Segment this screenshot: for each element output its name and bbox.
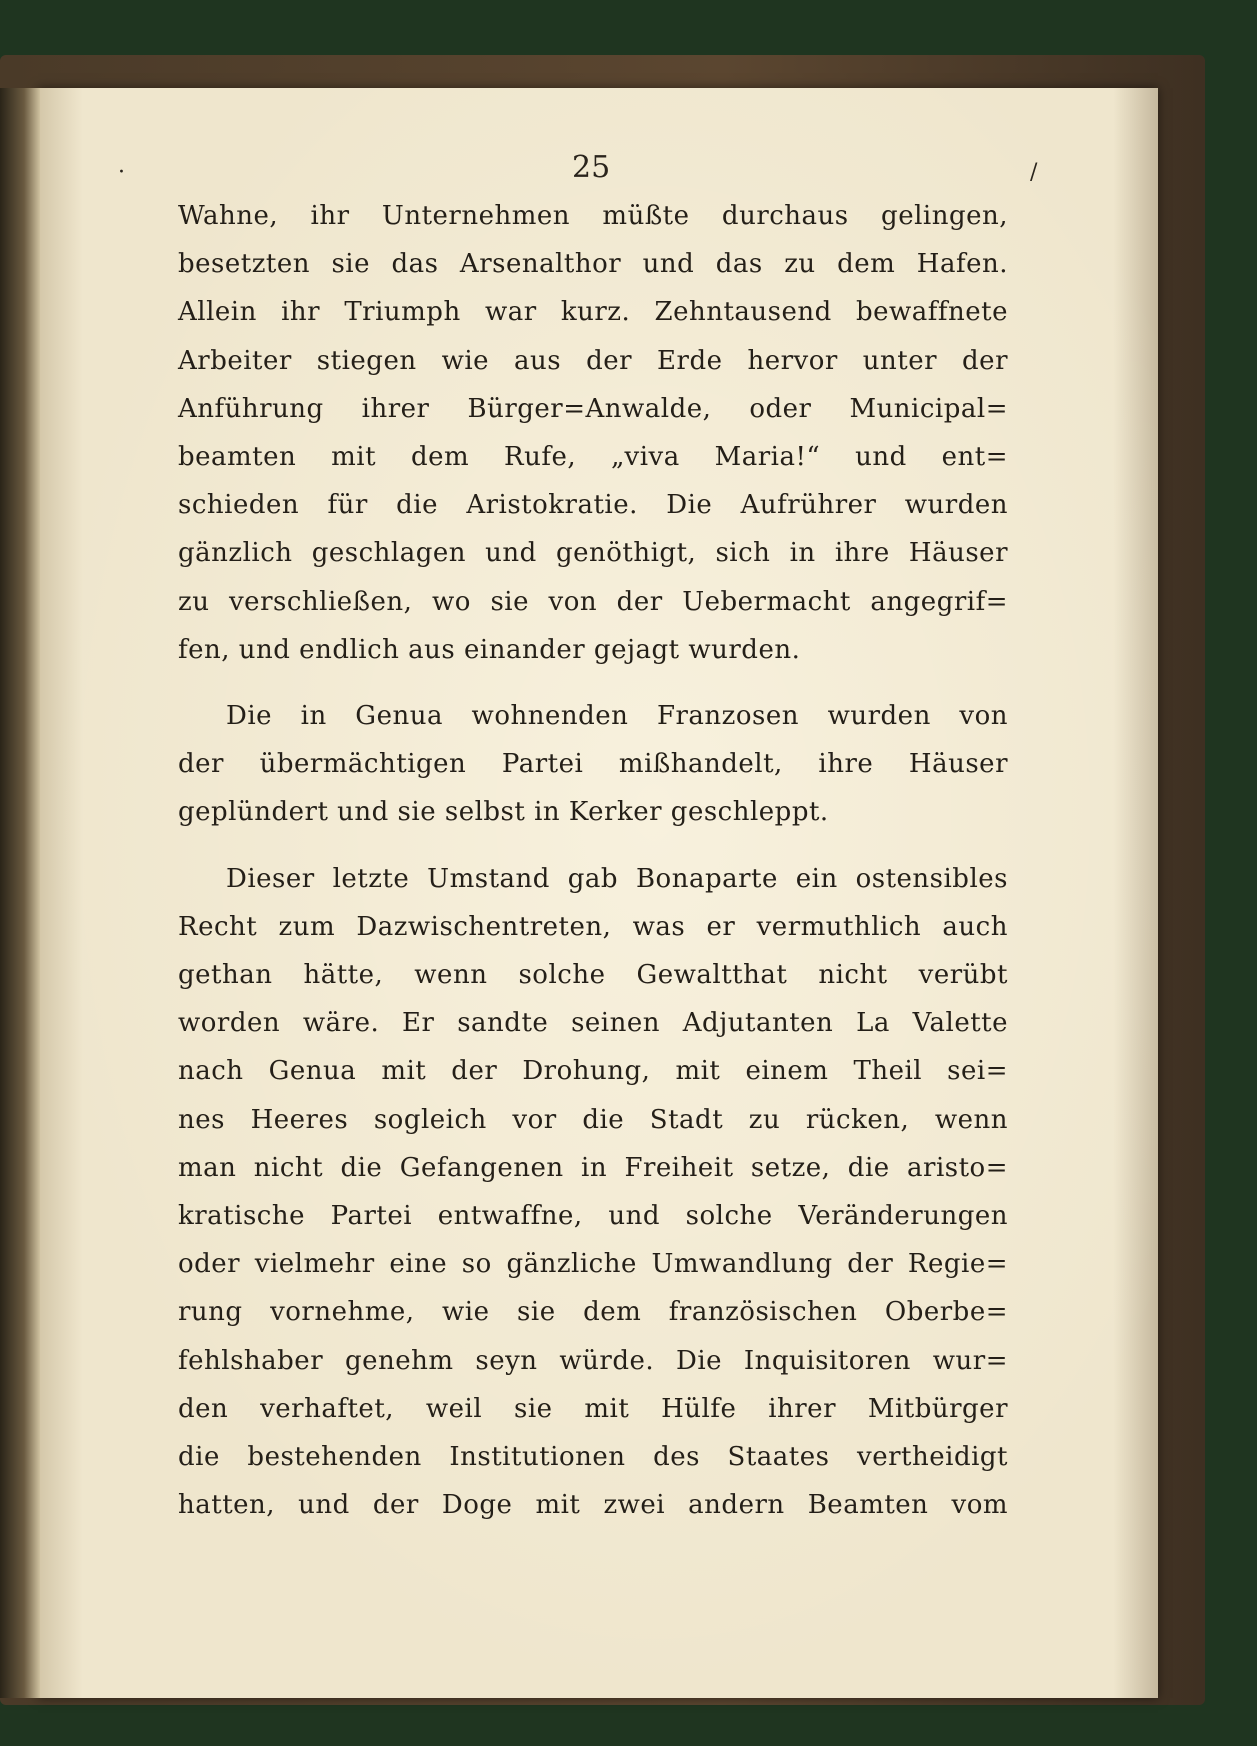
text-line: rung vornehme, wie sie dem französischen Oberbe= (178, 1297, 1008, 1328)
text-line: worden wäre. Er sandte seinen Adjutanten La Valette (178, 1008, 1008, 1039)
text-line: nes Heeres sogleich vor die Stadt zu rücken, wenn (178, 1104, 1008, 1135)
text-line: schieden für die Aristokratie. Die Aufrührer wurden (178, 490, 1008, 521)
text-line: kratische Partei entwaffne, und solche Veränderungen (178, 1201, 1008, 1232)
page-number: 25 (572, 150, 611, 185)
text-line: hatten, und der Doge mit zwei andern Beamten vom (178, 1490, 1008, 1521)
text-line: zu verschließen, wo sie von der Uebermacht angegrif= (178, 586, 1008, 617)
book-gutter (0, 88, 40, 1698)
text-line: Dieser letzte Umstand gab Bonaparte ein ostensibles (226, 863, 1008, 894)
text-line: der übermächtigen Partei mißhandelt, ihre Häuser (178, 749, 1008, 780)
text-line: den verhaftet, weil sie mit Hülfe ihrer Mitbürger (178, 1393, 1008, 1424)
text-line: Allein ihr Triumph war kurz. Zehntausend bewaffnete (178, 297, 1008, 328)
text-line: fehlshaber genehm seyn würde. Die Inquisitoren wur= (178, 1345, 1008, 1376)
text-line: beamten mit dem Rufe, „viva Maria!“ und ent= (178, 442, 1008, 473)
paragraph (178, 192, 1008, 674)
text-line: Arbeiter stiegen wie aus der Erde hervor unter der (178, 345, 1008, 376)
text-line: nach Genua mit der Drohung, mit einem Theil sei= (178, 1056, 1008, 1087)
body-text (178, 192, 1008, 1529)
text-line: Die in Genua wohnenden Franzosen wurden von (226, 701, 1008, 732)
text-line: Wahne, ihr Unternehmen müßte durchaus gelingen, (178, 201, 1008, 231)
margin-mark: · (118, 160, 125, 185)
text-line: oder vielmehr eine so gänzliche Umwandlung der Regie= (178, 1249, 1008, 1280)
text-line: gänzlich geschlagen und genöthigt, sich in ihre Häuser (178, 538, 1008, 569)
text-line: Recht zum Dazwischentreten, was er vermuthlich auch (178, 911, 1008, 942)
text-line: die bestehenden Institutionen des Staates vertheidigt (178, 1442, 1008, 1473)
paragraph (178, 855, 1008, 1530)
text-line: fen, und endlich aus einander gejagt wurden. (178, 634, 801, 665)
paragraph (178, 692, 1008, 837)
margin-mark: / (1030, 160, 1038, 185)
text-line: gethan hätte, wenn solche Gewaltthat nicht verübt (178, 960, 1008, 991)
text-line: man nicht die Gefangenen in Freiheit setze, die aristo= (178, 1152, 1008, 1183)
text-line: besetzten sie das Arsenalthor und das zu dem Hafen. (178, 249, 1008, 280)
text-line: geplündert und sie selbst in Kerker geschleppt. (178, 797, 829, 828)
text-line: Anführung ihrer Bürger=Anwalde, oder Municipal= (178, 393, 1008, 424)
